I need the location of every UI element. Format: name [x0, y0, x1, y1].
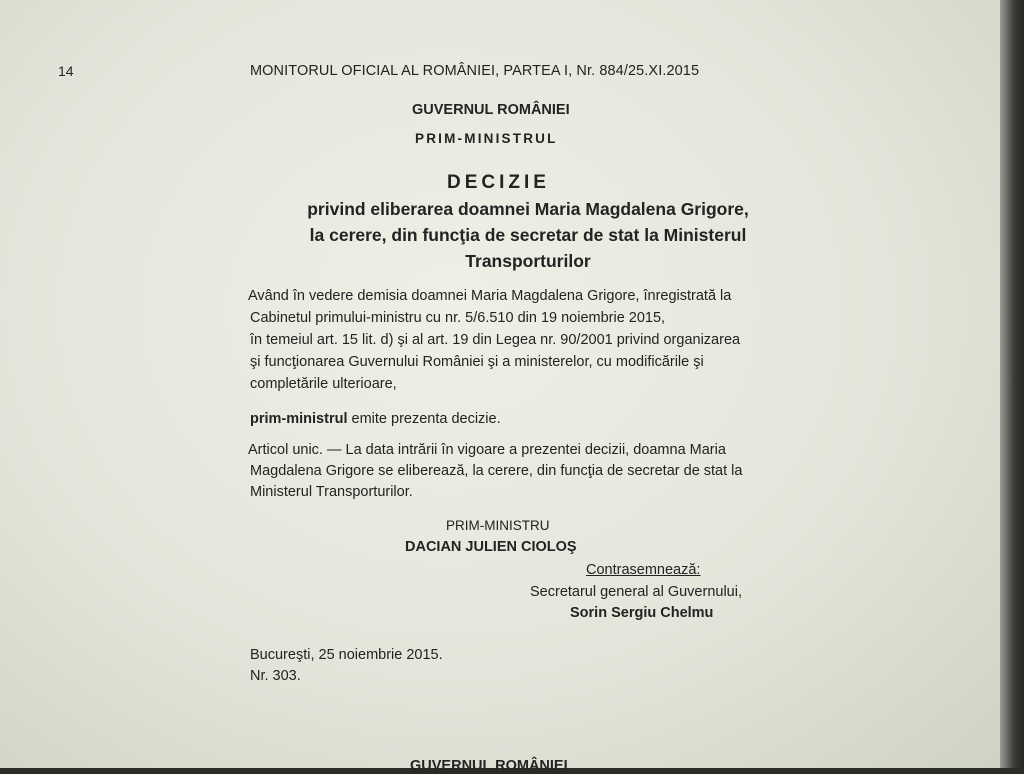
- issuance-statement: [250, 411, 501, 427]
- body-line: în temeiul art. 15 lit. d) şi al art. 19 din Legea nr. 90/2001 privind organizarea: [250, 332, 741, 348]
- body-line: şi funcţionarea Guvernului României şi a ministerelor, cu modificările şi: [250, 354, 704, 370]
- document-type: DECIZIE: [447, 172, 550, 193]
- page-number: 14: [58, 63, 74, 79]
- body-line: Cabinetul primului-ministru cu nr. 5/6.510 din 19 noiembrie 2015,: [250, 310, 666, 326]
- decision-number: Nr. 303.: [250, 668, 301, 684]
- document-title-line: la cerere, din funcţia de secretar de stat la Ministerul: [309, 225, 747, 245]
- signatory-title: PRIM-MINISTRU: [446, 518, 550, 533]
- countersigner-name: Sorin Sergiu Chelmu: [570, 605, 714, 621]
- countersigner-role: Secretarul general al Guvernului,: [530, 584, 742, 600]
- body-line: Având în vedere demisia doamnei Maria Magdalena Grigore, înregistrată la: [248, 288, 732, 304]
- page-edge-shadow: [1000, 0, 1024, 768]
- office-heading: PRIM-MINISTRUL: [415, 131, 558, 146]
- issuance-text: emite prezenta decizie.: [347, 411, 501, 427]
- government-heading: GUVERNUL ROMÂNIEI: [412, 102, 570, 118]
- document-title-line: Transporturilor: [465, 251, 591, 271]
- signatory-name: DACIAN JULIEN CIOLOŞ: [405, 539, 577, 555]
- document-title-line: privind eliberarea doamnei Maria Magdalena Grigore,: [307, 199, 749, 219]
- article-line: Ministerul Transporturilor.: [250, 484, 413, 500]
- next-section-heading: GUVERNUL ROMÂNIEI: [410, 758, 568, 774]
- publication-header: MONITORUL OFICIAL AL ROMÂNIEI, PARTEA I, Nr. 884/25.XI.2015: [250, 63, 700, 79]
- body-line: completările ulterioare,: [250, 376, 397, 392]
- article-line: Magdalena Grigore se eliberează, la cerere, din funcţia de secretar de stat la: [250, 463, 743, 479]
- issuer-emphasis: prim-ministrul: [250, 411, 348, 427]
- countersign-label: Contrasemnează:: [586, 562, 701, 578]
- place-date: Bucureşti, 25 noiembrie 2015.: [250, 647, 443, 663]
- article-line: Articol unic. — La data intrării în vigoare a prezentei decizii, doamna Maria: [248, 442, 726, 458]
